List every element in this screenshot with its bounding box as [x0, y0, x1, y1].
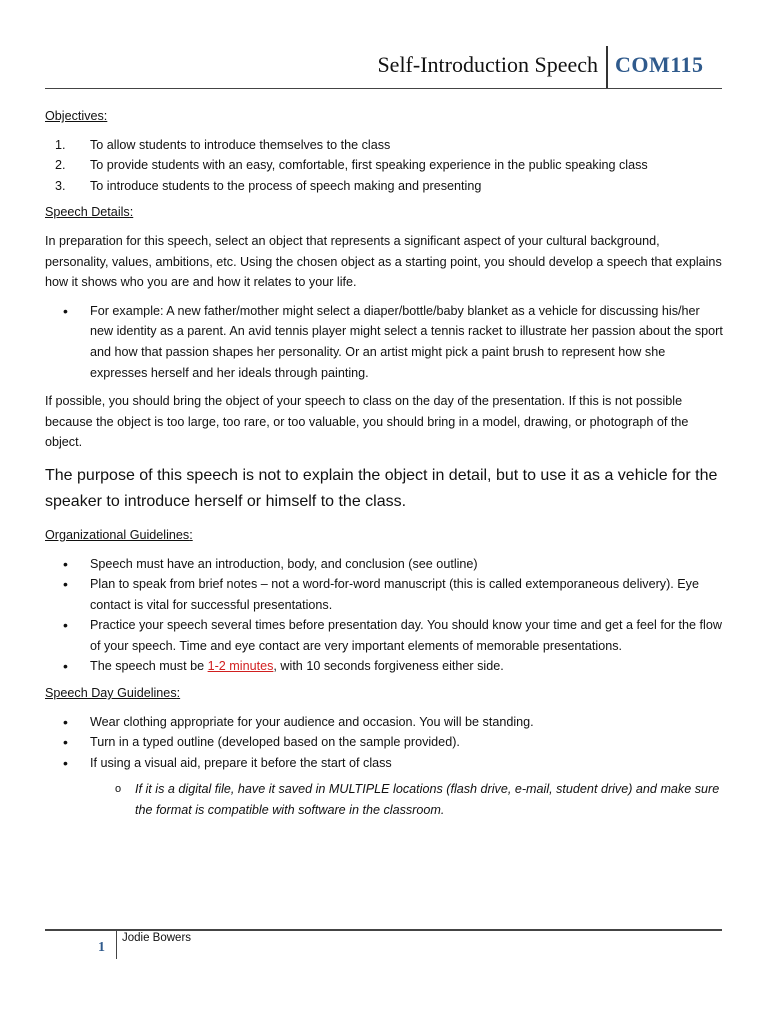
speech-day-list: [45, 712, 725, 774]
course-code: COM115: [615, 52, 704, 77]
list-item: • Wear clothing appropriate for your audience and occasion. You will be standing.: [63, 713, 534, 730]
organizational-heading: Organizational Guidelines:: [45, 527, 193, 542]
list-item: 2. To provide students with an easy, comfortable, first speaking experience in the public speaking class: [55, 158, 648, 173]
speech-day-sublist: [45, 779, 725, 820]
footer-divider: [116, 931, 117, 959]
list-item: 3. To introduce students to the process of speech making and presenting: [55, 178, 482, 193]
list-item: • The speech must be 1-2 minutes, with 10 seconds forgiveness either side.: [63, 658, 504, 675]
header-rule: [45, 88, 722, 89]
document-body: [45, 100, 725, 821]
organizational-list: [45, 554, 725, 678]
page-number: 1: [98, 940, 105, 955]
list-item: • For example: A new father/mother might select a diaper/bottle/baby blanket as a vehicle for discussing his/her new identity as a parent. An avid tennis player might select a tennis racket to illustrate her passion about the sport and how that passion shapes her personality. Or an artist might pick a paint brush to represent how she expresses herself and her ideals through painting.: [63, 302, 723, 380]
header-divider: [606, 46, 608, 88]
document-title: Self-Introduction Speech: [377, 52, 598, 77]
list-item: • Plan to speak from brief notes – not a word-for-word manuscript (this is called extemporaneous delivery). Eye contact is vital for successful presentations.: [63, 576, 699, 612]
list-item: • Practice your speech several times before presentation day. You should know your time and get a feel for the flow of your speech. Time and eye contact are very important elements of memorable presentations.: [63, 617, 722, 653]
purpose-statement: The purpose of this speech is not to explain the object in detail, but to use it as a vehicle for the speaker to introduce herself or himself to the class.: [45, 466, 718, 510]
speech-day-heading: Speech Day Guidelines:: [45, 686, 181, 701]
time-limit: 1-2 minutes: [207, 659, 274, 674]
footer-rule: [45, 929, 722, 931]
speech-details-heading: Speech Details:: [45, 205, 134, 220]
list-item: • Turn in a typed outline (developed based on the sample provided).: [63, 734, 460, 751]
list-item: • If using a visual aid, prepare it before the start of class: [63, 754, 392, 771]
objectives-heading: Objectives:: [45, 109, 108, 123]
speech-details-intro: In preparation for this speech, select an object that represents a significant aspect of your cultural background, personality, values, ambitions, etc. Using the chosen object as a starting point, you should develop a speech that explains how it shows who you are and how it relates to your life.: [45, 233, 722, 290]
objectives-list: [45, 135, 725, 197]
list-item: 1. To allow students to introduce themselves to the class: [55, 137, 391, 152]
bring-object-paragraph: If possible, you should bring the object of your speech to class on the day of the presentation. If this is not possible because the object is too large, too rare, or too valuable, you should bring in a model, drawing, or photograph of the object.: [45, 394, 689, 450]
example-list: [45, 301, 725, 383]
list-item: • Speech must have an introduction, body, and conclusion (see outline): [63, 555, 478, 572]
list-item: o If it is a digital file, have it saved in MULTIPLE locations (flash drive, e-mail, student drive) and make sure the format is compatible with software in the classroom.: [115, 782, 720, 818]
footer-author: Jodie Bowers: [122, 932, 192, 944]
